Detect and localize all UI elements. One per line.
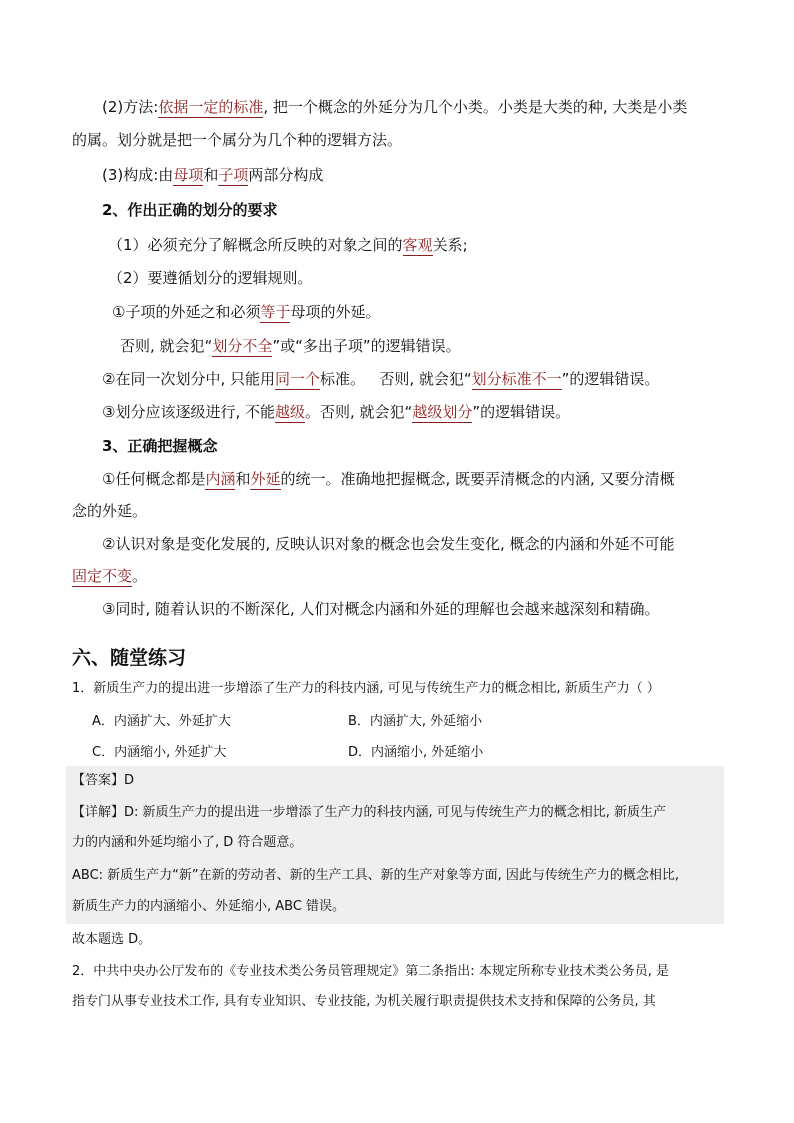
method-line-cont: 的属。划分就是把一个属分为几个种的逻辑方法。	[72, 131, 403, 149]
conclusion: 故本题选 D。	[72, 932, 152, 947]
method-line: (2)方法:依据一定的标准, 把一个概念的外延分为几个小类。小类是大类的种, 大类是小类	[102, 98, 688, 116]
grasp-2-cont: 固定不变。	[72, 567, 148, 585]
rule-2: ②在同一次划分中, 只能用同一个标准。 否则, 就会犯“划分标准不一”的逻辑错误。	[102, 370, 660, 388]
section-title: 六、随堂练习	[72, 647, 187, 669]
detail-line-4: 新质生产力的内涵缩小、外延缩小, ABC 错误。	[72, 899, 346, 914]
method-underlined: 依据一定的标准	[158, 98, 264, 116]
rule-3: ③划分应该逐级进行, 不能越级。否则, 就会犯“越级划分”的逻辑错误。	[102, 403, 571, 421]
question-2-stem-2: 指专门从事专业技术工作, 具有专业知识、专业技能, 为机关履行职责提供技术支持和保障的公务员, 其	[72, 994, 656, 1009]
grasp-2: ②认识对象是变化发展的, 反映认识对象的概念也会发生变化, 概念的内涵和外延不可能	[102, 535, 675, 553]
option-b: B．内涵扩大, 外延缩小	[348, 714, 483, 729]
heading-requirements: 2、作出正确的划分的要求	[102, 201, 278, 219]
answer: 【答案】D	[72, 773, 135, 788]
detail-line-1: 【详解】D: 新质生产力的提出进一步增添了生产力的科技内涵, 可见与传统生产力的概念相比, 新质生产	[72, 805, 667, 820]
detail-line-3: ABC: 新质生产力“新”在新的劳动者、新的生产工具、新的生产对象等方面, 因此与传统生产力的概念相比,	[72, 868, 680, 883]
grasp-1-cont: 念的外延。	[72, 502, 148, 520]
requirement-1: （1）必须充分了解概念所反映的对象之间的客观关系;	[108, 236, 468, 254]
option-a: A．内涵扩大、外延扩大	[92, 714, 231, 729]
grasp-1: ①任何概念都是内涵和外延的统一。准确地把握概念, 既要弄清概念的内涵, 又要分清概	[102, 470, 675, 488]
composition-line: (3)构成:由母项和子项两部分构成	[102, 166, 324, 184]
detail-line-2: 力的内涵和外延均缩小了, D 符合题意。	[72, 835, 303, 850]
option-c: C．内涵缩小, 外延扩大	[92, 745, 227, 760]
rule-1: ①子项的外延之和必须等于母项的外延。	[112, 303, 381, 321]
question-1-stem: 1．新质生产力的提出进一步增添了生产力的科技内涵, 可见与传统生产力的概念相比, 新质生产力（ ）	[72, 681, 660, 696]
heading-grasp: 3、正确把握概念	[102, 437, 218, 455]
question-2-stem-1: 2．中共中央办公厅发布的《专业技术类公务员管理规定》第二条指出: 本规定所称专业技术类公务员, 是	[72, 964, 670, 979]
requirement-2: （2）要遵循划分的逻辑规则。	[108, 269, 313, 287]
rule-1-otherwise: 否则, 就会犯“划分不全”或“多出子项”的逻辑错误。	[120, 337, 461, 355]
option-d: D．内涵缩小, 外延缩小	[348, 745, 484, 760]
grasp-3: ③同时, 随着认识的不断深化, 人们对概念内涵和外延的理解也会越来越深刻和精确。	[102, 600, 660, 618]
